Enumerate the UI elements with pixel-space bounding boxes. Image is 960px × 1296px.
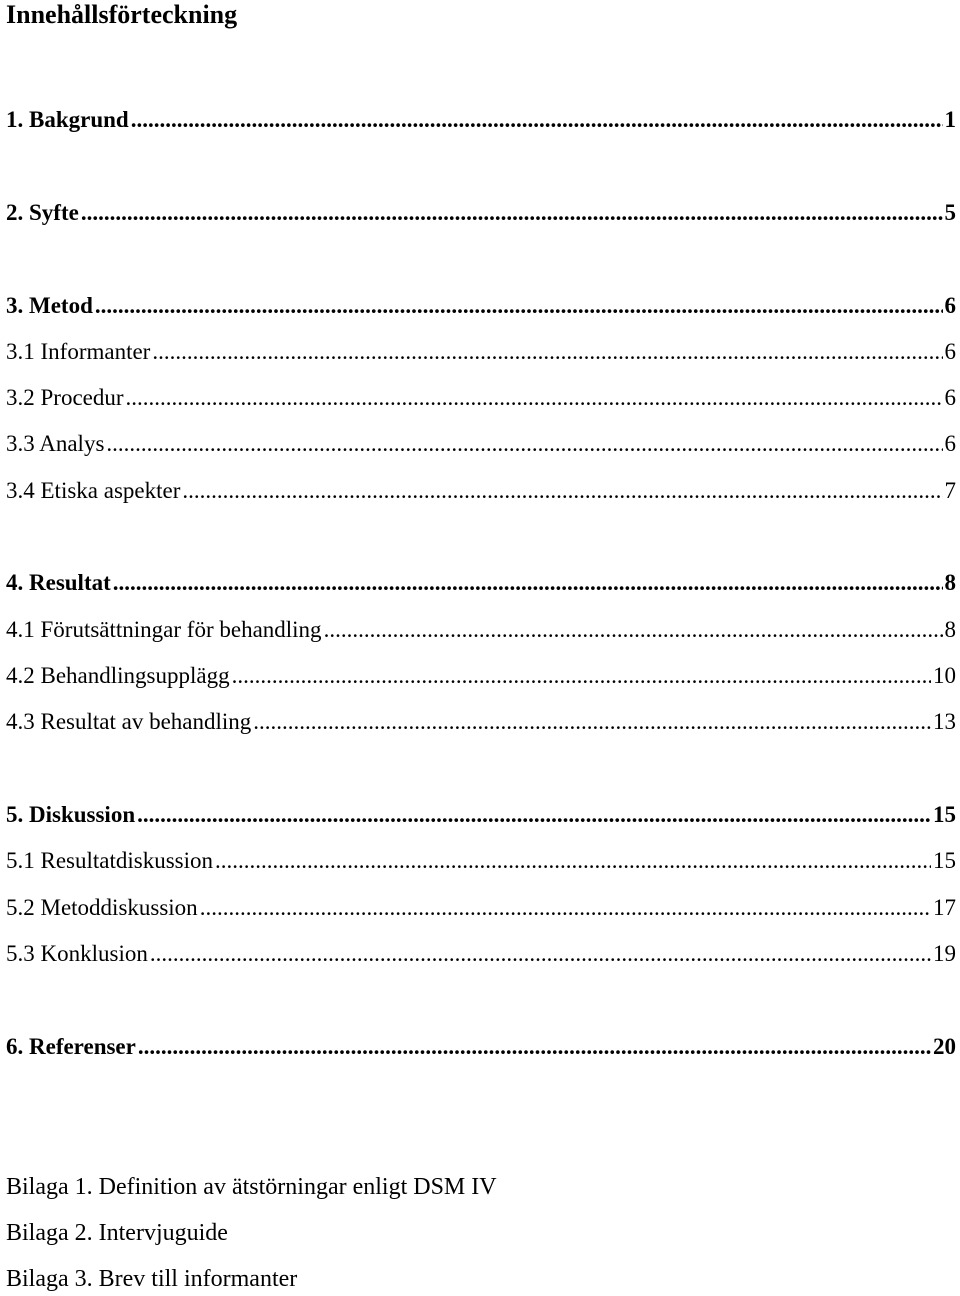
toc-entry-page: 6 bbox=[944, 385, 956, 410]
toc-dot-leader bbox=[150, 939, 931, 969]
toc-entry-label: 6. Referenser bbox=[6, 1034, 136, 1059]
toc-entry-page: 17 bbox=[933, 895, 956, 920]
page-title: Innehållsförteckning bbox=[6, 0, 238, 29]
toc-entry-resultat-av-behandling[interactable] bbox=[6, 707, 956, 737]
toc-entry-page: 5 bbox=[944, 200, 956, 225]
toc-entry-label: 4. Resultat bbox=[6, 570, 111, 595]
toc-entry-referenser[interactable] bbox=[6, 1032, 956, 1062]
toc-entry-page: 8 bbox=[944, 617, 956, 642]
toc-dot-leader bbox=[138, 1032, 931, 1062]
toc-dot-leader bbox=[152, 337, 942, 367]
toc-dot-leader bbox=[253, 707, 931, 737]
toc-entry-etiska-aspekter[interactable] bbox=[6, 476, 956, 506]
toc-entry-page: 19 bbox=[933, 941, 956, 966]
toc-dot-leader bbox=[182, 476, 942, 506]
toc-entry-page: 1 bbox=[944, 107, 956, 132]
toc-dot-leader bbox=[95, 291, 943, 321]
toc-entry-label: 2. Syfte bbox=[6, 200, 79, 225]
toc-entry-procedur[interactable] bbox=[6, 383, 956, 413]
toc-entry-label: 3. Metod bbox=[6, 293, 93, 318]
toc-entry-page: 7 bbox=[944, 478, 956, 503]
toc-entry-page: 6 bbox=[944, 431, 956, 456]
toc-dot-leader bbox=[324, 615, 943, 645]
toc-dot-leader bbox=[106, 429, 942, 459]
toc-entry-syfte[interactable] bbox=[6, 198, 956, 228]
toc-entry-label: 5. Diskussion bbox=[6, 802, 136, 827]
toc-dot-leader bbox=[232, 661, 931, 691]
appendix-2: Bilaga 2. Intervjuguide bbox=[6, 1220, 228, 1246]
toc-entry-bakgrund[interactable] bbox=[6, 105, 956, 135]
toc-entry-resultatdiskussion[interactable] bbox=[6, 846, 956, 876]
toc-entry-label: 4.2 Behandlingsupplägg bbox=[6, 663, 230, 688]
toc-entry-diskussion[interactable] bbox=[6, 800, 956, 830]
toc-entry-page: 15 bbox=[933, 848, 956, 873]
toc-dot-leader bbox=[113, 568, 943, 598]
toc-entry-label: 3.4 Etiska aspekter bbox=[6, 478, 181, 503]
toc-dot-leader bbox=[126, 383, 943, 413]
toc-entry-label: 5.1 Resultatdiskussion bbox=[6, 848, 214, 873]
toc-entry-label: 3.3 Analys bbox=[6, 431, 105, 456]
appendix-3: Bilaga 3. Brev till informanter bbox=[6, 1266, 298, 1292]
toc-entry-page: 15 bbox=[933, 802, 956, 827]
toc-entry-metoddiskussion[interactable] bbox=[6, 893, 956, 923]
toc-entry-informanter[interactable] bbox=[6, 337, 956, 367]
toc-entry-label: 1. Bakgrund bbox=[6, 107, 129, 132]
appendix-1: Bilaga 1. Definition av ätstörningar enligt DSM IV bbox=[6, 1174, 497, 1200]
toc-entry-behandlingsupplagg[interactable] bbox=[6, 661, 956, 691]
toc-dot-leader bbox=[200, 893, 931, 923]
toc-dot-leader bbox=[137, 800, 931, 830]
toc-dot-leader bbox=[215, 846, 931, 876]
toc-entry-page: 20 bbox=[933, 1034, 956, 1059]
toc-entry-label: 4.1 Förutsättningar för behandling bbox=[6, 617, 322, 642]
toc-entry-label: 3.1 Informanter bbox=[6, 339, 151, 364]
toc-entry-metod[interactable] bbox=[6, 291, 956, 321]
toc-entry-page: 6 bbox=[944, 293, 956, 318]
toc-entry-page: 10 bbox=[933, 663, 956, 688]
toc-entry-label: 5.2 Metoddiskussion bbox=[6, 895, 198, 920]
toc-entry-label: 4.3 Resultat av behandling bbox=[6, 709, 252, 734]
toc-dot-leader bbox=[131, 105, 943, 135]
toc-entry-label: 5.3 Konklusion bbox=[6, 941, 148, 966]
toc-entry-label: 3.2 Procedur bbox=[6, 385, 124, 410]
toc-entry-page: 6 bbox=[944, 339, 956, 364]
toc-dot-leader bbox=[81, 198, 943, 228]
toc-entry-forutsattningar[interactable] bbox=[6, 615, 956, 645]
toc-entry-analys[interactable] bbox=[6, 429, 956, 459]
toc-entry-page: 8 bbox=[944, 570, 956, 595]
toc-entry-resultat[interactable] bbox=[6, 568, 956, 598]
toc-entry-konklusion[interactable] bbox=[6, 939, 956, 969]
toc-entry-page: 13 bbox=[933, 709, 956, 734]
